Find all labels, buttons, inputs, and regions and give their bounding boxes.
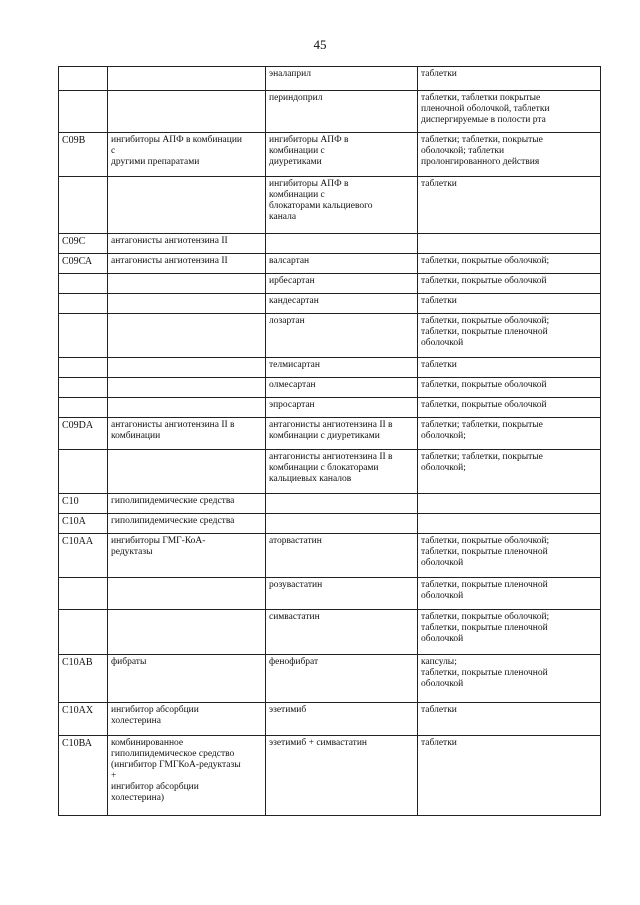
group-name-cell: гиполипидемические средства — [108, 494, 266, 514]
dosage-form-cell: таблетки; таблетки, покрытые оболочкой; — [418, 450, 601, 494]
atc-code-cell — [59, 91, 108, 133]
dosage-form-cell — [418, 494, 601, 514]
dosage-form-cell — [418, 234, 601, 254]
table-row — [59, 358, 601, 378]
table-row — [59, 378, 601, 398]
table-row — [59, 91, 601, 133]
group-name-cell — [108, 91, 266, 133]
drug-name-cell: эзетимиб + симвастатин — [266, 736, 418, 816]
dosage-form-cell: таблетки, покрытые оболочкой; таблетки, покрытые пленочной оболочкой — [418, 314, 601, 358]
atc-code-cell — [59, 294, 108, 314]
table-row — [59, 610, 601, 655]
dosage-form-cell: таблетки, покрытые оболочкой; таблетки, покрытые пленочной оболочкой — [418, 534, 601, 578]
page-number: 45 — [313, 37, 327, 52]
group-name-cell: фибраты — [108, 655, 266, 703]
table-row — [59, 418, 601, 450]
drug-name-cell: антагонисты ангиотензина II в комбинации с блокаторами кальциевых каналов — [266, 450, 418, 494]
group-name-cell — [108, 177, 266, 234]
dosage-form-cell: таблетки, покрытые оболочкой — [418, 398, 601, 418]
table-row — [59, 177, 601, 234]
group-name-cell — [108, 274, 266, 294]
atc-code-cell — [59, 67, 108, 91]
table-row — [59, 398, 601, 418]
group-name-cell: антагонисты ангиотензина II в комбинации — [108, 418, 266, 450]
dosage-form-cell: таблетки — [418, 736, 601, 816]
dosage-form-cell: таблетки, покрытые оболочкой; таблетки, покрытые пленочной оболочкой — [418, 610, 601, 655]
drug-name-cell: эпросартан — [266, 398, 418, 418]
table-row — [59, 655, 601, 703]
drug-name-cell — [266, 494, 418, 514]
group-name-cell: ингибитор абсорбции холестерина — [108, 703, 266, 736]
group-name-cell — [108, 578, 266, 610]
medication-table — [58, 66, 601, 816]
table-row — [59, 314, 601, 358]
drug-name-cell — [266, 234, 418, 254]
group-name-cell — [108, 450, 266, 494]
table-row — [59, 254, 601, 274]
drug-name-cell: олмесартан — [266, 378, 418, 398]
table-row — [59, 514, 601, 534]
dosage-form-cell: таблетки, покрытые пленочной оболочкой — [418, 578, 601, 610]
atc-code-cell: С09DА — [59, 418, 108, 450]
drug-name-cell — [266, 514, 418, 534]
group-name-cell — [108, 610, 266, 655]
atc-code-cell — [59, 177, 108, 234]
group-name-cell: гиполипидемические средства — [108, 514, 266, 534]
drug-name-cell: эналаприл — [266, 67, 418, 91]
drug-name-cell: кандесартан — [266, 294, 418, 314]
drug-name-cell: антагонисты ангиотензина II в комбинации с диуретиками — [266, 418, 418, 450]
drug-name-cell: ирбесартан — [266, 274, 418, 294]
group-name-cell — [108, 398, 266, 418]
dosage-form-cell: таблетки — [418, 67, 601, 91]
dosage-form-cell: таблетки, покрытые оболочкой — [418, 274, 601, 294]
table-row — [59, 578, 601, 610]
dosage-form-cell — [418, 514, 601, 534]
table-row — [59, 133, 601, 177]
drug-name-cell: валсартан — [266, 254, 418, 274]
atc-code-cell — [59, 578, 108, 610]
group-name-cell: антагонисты ангиотензина II — [108, 234, 266, 254]
atc-code-cell: С10АА — [59, 534, 108, 578]
atc-code-cell: С09С — [59, 234, 108, 254]
table-row — [59, 494, 601, 514]
atc-code-cell — [59, 378, 108, 398]
drug-name-cell: ингибиторы АПФ в комбинации с блокаторами кальциевого канала — [266, 177, 418, 234]
dosage-form-cell: таблетки; таблетки, покрытые оболочкой; — [418, 418, 601, 450]
dosage-form-cell: таблетки — [418, 177, 601, 234]
group-name-cell — [108, 358, 266, 378]
drug-name-cell: фенофибрат — [266, 655, 418, 703]
table-row — [59, 534, 601, 578]
drug-name-cell: лозартан — [266, 314, 418, 358]
atc-code-cell: С09В — [59, 133, 108, 177]
dosage-form-cell: таблетки — [418, 703, 601, 736]
dosage-form-cell: таблетки, покрытые оболочкой — [418, 378, 601, 398]
drug-name-cell: телмисартан — [266, 358, 418, 378]
group-name-cell — [108, 67, 266, 91]
atc-code-cell — [59, 274, 108, 294]
group-name-cell — [108, 378, 266, 398]
group-name-cell: ингибиторы АПФ в комбинации с другими препаратами — [108, 133, 266, 177]
dosage-form-cell: таблетки, покрытые оболочкой; — [418, 254, 601, 274]
table-row — [59, 67, 601, 91]
atc-code-cell — [59, 398, 108, 418]
table-row — [59, 450, 601, 494]
atc-code-cell — [59, 314, 108, 358]
dosage-form-cell: таблетки — [418, 294, 601, 314]
drug-name-cell: розувастатин — [266, 578, 418, 610]
group-name-cell — [108, 314, 266, 358]
medication-table-body — [59, 67, 601, 816]
atc-code-cell: С10АХ — [59, 703, 108, 736]
atc-code-cell: С10А — [59, 514, 108, 534]
atc-code-cell: С09СА — [59, 254, 108, 274]
dosage-form-cell: таблетки, таблетки покрытые пленочной оболочкой, таблетки диспергируемые в полости рта — [418, 91, 601, 133]
group-name-cell — [108, 294, 266, 314]
atc-code-cell — [59, 610, 108, 655]
atc-code-cell — [59, 358, 108, 378]
drug-name-cell: симвастатин — [266, 610, 418, 655]
group-name-cell: комбинированное гиполипидемическое средство (ингибитор ГМГКоА-редуктазы + ингибитор абсорбции холестерина) — [108, 736, 266, 816]
atc-code-cell: С10ВА — [59, 736, 108, 816]
dosage-form-cell: таблетки; таблетки, покрытые оболочкой; таблетки пролонгированного действия — [418, 133, 601, 177]
group-name-cell: ингибиторы ГМГ-КоА- редуктазы — [108, 534, 266, 578]
drug-name-cell: эзетимиб — [266, 703, 418, 736]
atc-code-cell — [59, 450, 108, 494]
table-row — [59, 294, 601, 314]
atc-code-cell: С10 — [59, 494, 108, 514]
group-name-cell: антагонисты ангиотензина II — [108, 254, 266, 274]
dosage-form-cell: таблетки — [418, 358, 601, 378]
drug-name-cell: аторвастатин — [266, 534, 418, 578]
drug-name-cell: периндоприл — [266, 91, 418, 133]
table-row — [59, 703, 601, 736]
dosage-form-cell: капсулы; таблетки, покрытые пленочной оболочкой — [418, 655, 601, 703]
table-row — [59, 234, 601, 254]
atc-code-cell: С10АВ — [59, 655, 108, 703]
table-row — [59, 274, 601, 294]
table-row — [59, 736, 601, 816]
drug-name-cell: ингибиторы АПФ в комбинации с диуретиками — [266, 133, 418, 177]
